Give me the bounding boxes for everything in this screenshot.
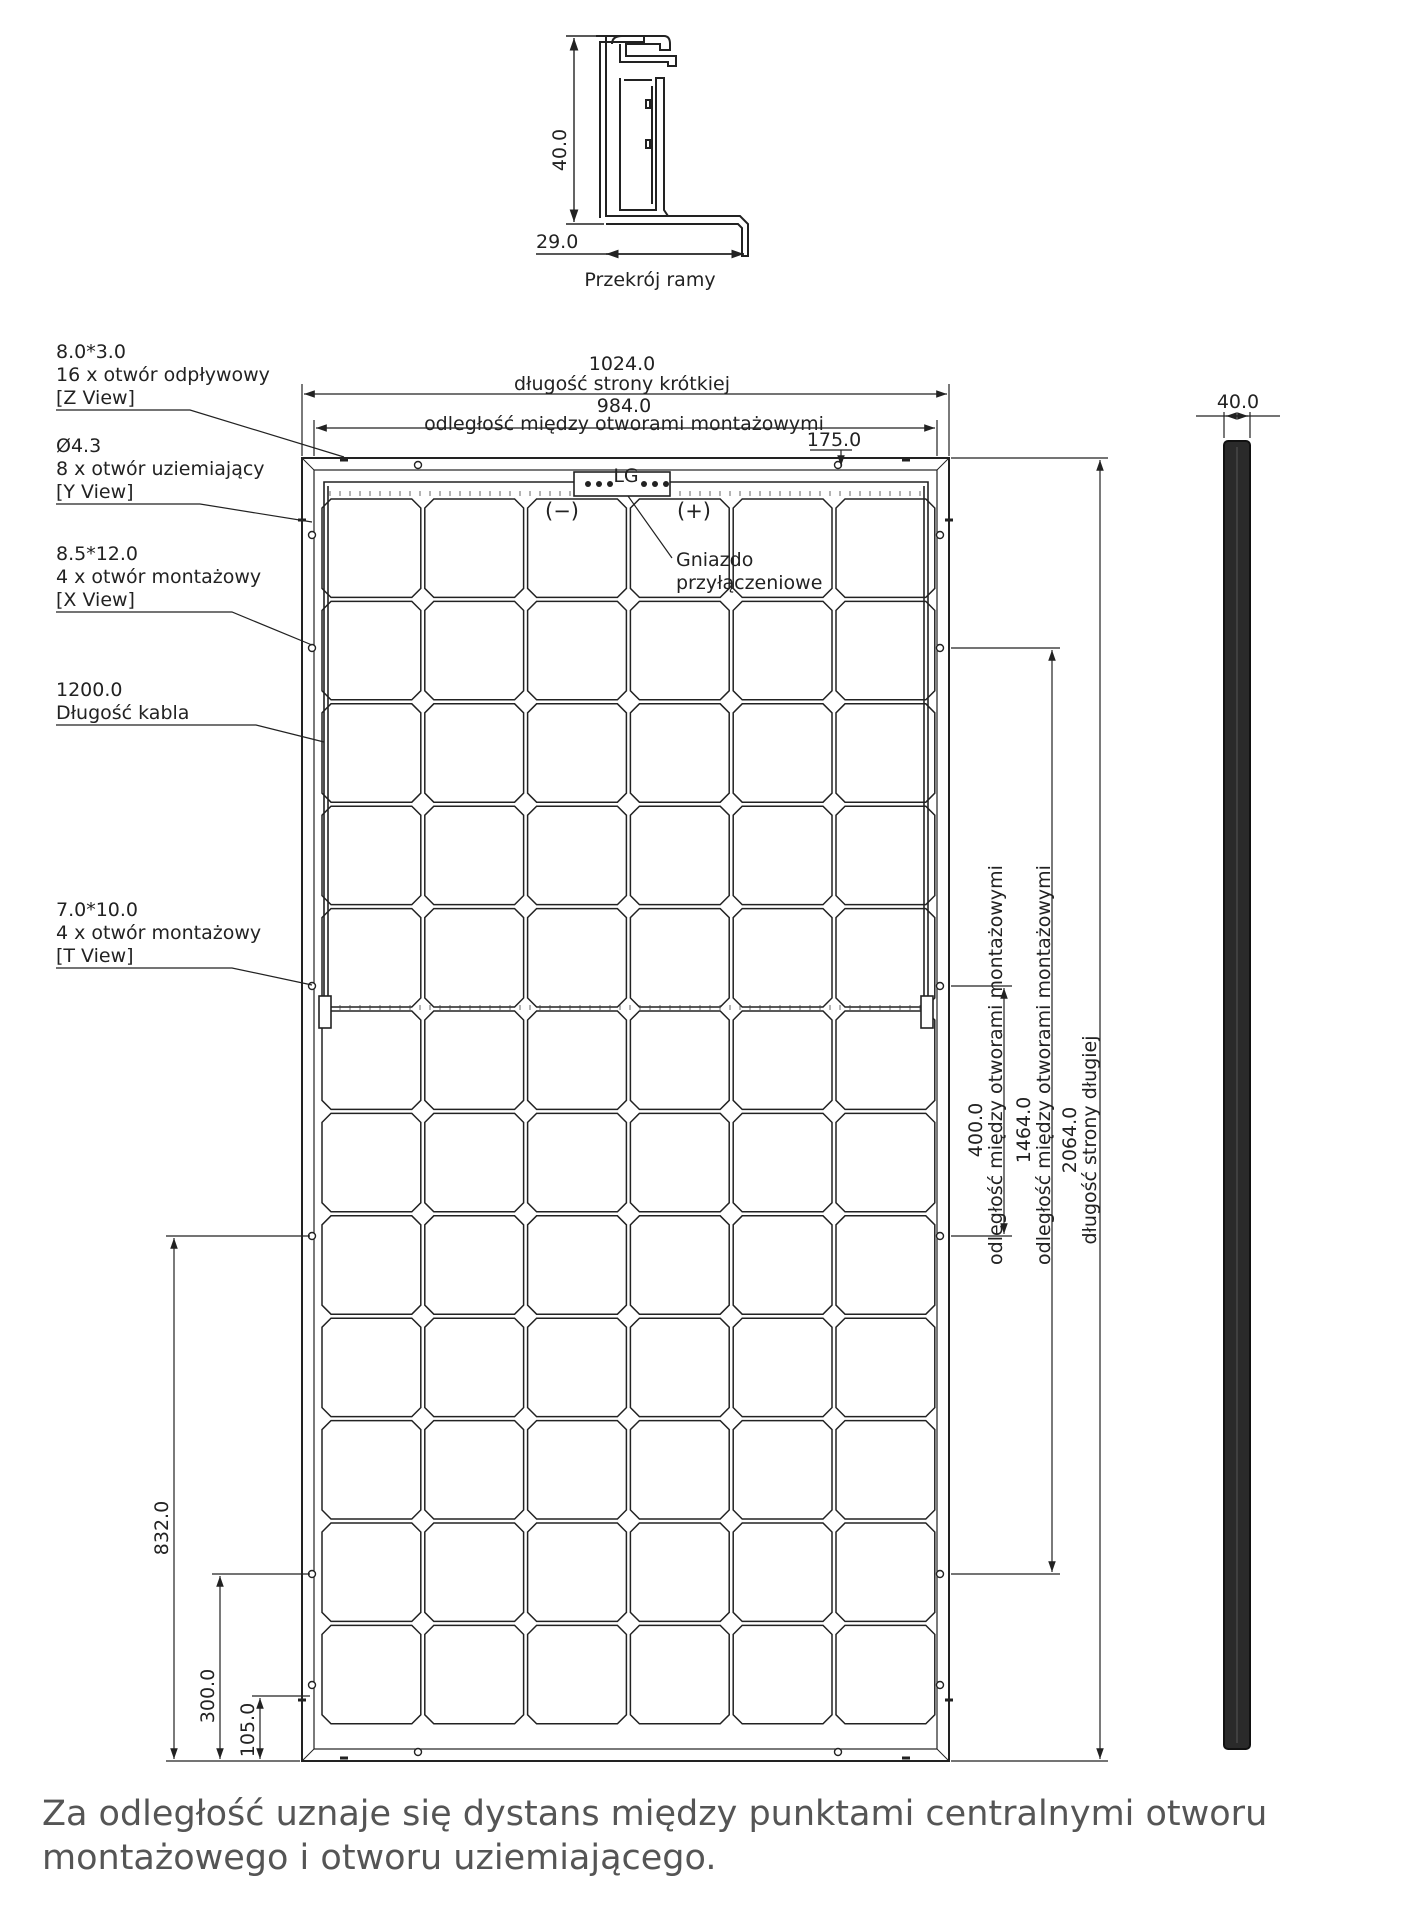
callout-cable-value: 1200.0 xyxy=(56,679,123,701)
dim-1024-value: 1024.0 xyxy=(588,353,656,375)
solar-cell xyxy=(425,499,524,597)
solar-cell xyxy=(528,1011,627,1109)
terminal xyxy=(585,481,591,487)
callout-ground-count: 8 x otwór uziemiający xyxy=(56,458,265,480)
solar-cell xyxy=(322,499,421,597)
frame-corner xyxy=(937,1749,949,1761)
solar-cell xyxy=(836,1318,935,1416)
left-dimensions xyxy=(166,1236,310,1761)
solar-cell xyxy=(630,601,729,699)
connector-right xyxy=(921,996,933,1028)
dim-1464-value: 1464.0 xyxy=(1013,1096,1035,1164)
solar-cell xyxy=(630,1113,729,1211)
solar-cell xyxy=(733,1523,832,1621)
solar-cell xyxy=(733,704,832,802)
solar-cell xyxy=(425,806,524,904)
frame-profile-detail xyxy=(646,100,650,108)
callout-drain-size: 8.0*3.0 xyxy=(56,341,126,363)
solar-cell xyxy=(425,1011,524,1109)
drain-hole xyxy=(945,1699,953,1702)
frame-section-title: Przekrój ramy xyxy=(584,269,716,291)
frame-hole xyxy=(937,983,944,990)
solar-cell xyxy=(528,1318,627,1416)
dim-175-value: 175.0 xyxy=(806,429,862,451)
frame-profile-inner xyxy=(620,78,668,216)
solar-cell xyxy=(733,1113,832,1211)
frame-width-label: 29.0 xyxy=(536,231,579,253)
dim-105-value: 105.0 xyxy=(237,1702,259,1758)
solar-cell xyxy=(630,1625,729,1723)
dim-300-value: 300.0 xyxy=(197,1668,219,1724)
solar-cell xyxy=(836,601,935,699)
frame-hole xyxy=(309,532,316,539)
solar-cell xyxy=(528,1421,627,1519)
frame-height-label: 40.0 xyxy=(549,128,571,172)
panel xyxy=(298,458,953,1761)
frame-hole xyxy=(415,462,422,469)
solar-cell xyxy=(630,909,729,1007)
solar-cell xyxy=(733,601,832,699)
frame-hole xyxy=(937,645,944,652)
frame-hole xyxy=(937,1571,944,1578)
callout-drain-view: [Z View] xyxy=(56,387,135,409)
frame-profile-detail-2 xyxy=(646,140,650,148)
callout-ground-leader xyxy=(56,504,312,522)
footnote-caption: Za odległość uznaje się dystans między punktami centralnymi otworu montażowego i otworu uziemiającego. xyxy=(42,1794,1268,1878)
terminal xyxy=(652,481,658,487)
solar-cell xyxy=(425,1113,524,1211)
solar-cell xyxy=(425,1421,524,1519)
solar-cell xyxy=(836,1625,935,1723)
drain-hole xyxy=(340,459,348,462)
frame-profile-outer xyxy=(606,36,748,256)
dim-984-value: 984.0 xyxy=(596,395,652,417)
solar-cell xyxy=(733,806,832,904)
frame-cross-section xyxy=(596,36,748,256)
frame-hole xyxy=(309,645,316,652)
solar-cell xyxy=(528,601,627,699)
dim-400-value: 400.0 xyxy=(965,1102,987,1158)
solar-cell xyxy=(322,1523,421,1621)
negative-terminal-label: (−) xyxy=(545,499,579,523)
solar-cell xyxy=(528,704,627,802)
positive-terminal-label: (+) xyxy=(677,499,711,523)
callout-mount-holes-x xyxy=(56,543,312,645)
solar-cell xyxy=(322,1113,421,1211)
solar-cell xyxy=(528,1216,627,1314)
frame-hole xyxy=(835,1749,842,1756)
cable-negative xyxy=(324,482,580,1000)
lg-logo: LG xyxy=(613,465,639,487)
solar-cell xyxy=(733,1421,832,1519)
dim-832-value: 832.0 xyxy=(151,1500,173,1556)
drain-hole xyxy=(298,1699,306,1702)
dim-1464-label: odległość między otworami montażowymi xyxy=(1033,865,1055,1265)
solar-cell xyxy=(322,909,421,1007)
dim-2064-value: 2064.0 xyxy=(1059,1106,1081,1174)
solar-cell xyxy=(733,1216,832,1314)
solar-cell xyxy=(425,1216,524,1314)
solar-cell xyxy=(836,704,935,802)
frame-hole xyxy=(937,532,944,539)
callout-mount-t-count: 4 x otwór montażowy xyxy=(56,922,262,944)
terminal xyxy=(641,481,647,487)
solar-cell xyxy=(322,806,421,904)
solar-cell xyxy=(836,499,935,597)
solar-cell xyxy=(836,1216,935,1314)
solar-cell xyxy=(322,1216,421,1314)
dim-2064-label: długość strony długiej xyxy=(1079,1035,1101,1245)
solar-cell xyxy=(630,1318,729,1416)
callout-mount-x-size: 8.5*12.0 xyxy=(56,543,139,565)
drain-hole xyxy=(340,1757,348,1760)
callout-mount-t-leader xyxy=(56,968,312,985)
solar-cell xyxy=(836,806,935,904)
callout-drain-count: 16 x otwór odpływowy xyxy=(56,364,270,386)
frame-corner xyxy=(302,458,314,470)
solar-cell xyxy=(836,1523,935,1621)
solar-cell xyxy=(425,1318,524,1416)
solar-cell xyxy=(836,909,935,1007)
junction-box xyxy=(545,465,822,594)
callouts xyxy=(56,341,344,985)
solar-cell xyxy=(733,909,832,1007)
frame-corner xyxy=(302,1749,314,1761)
drain-hole xyxy=(902,1757,910,1760)
frame-hole xyxy=(937,1682,944,1689)
solar-cell xyxy=(528,909,627,1007)
junction-label-line2: przyłączeniowe xyxy=(676,572,823,594)
terminal xyxy=(596,481,602,487)
solar-cell xyxy=(528,1625,627,1723)
solar-cell xyxy=(322,601,421,699)
callout-mount-t-size: 7.0*10.0 xyxy=(56,899,139,921)
solar-cell xyxy=(630,1011,729,1109)
terminal xyxy=(663,481,669,487)
solar-cell xyxy=(528,806,627,904)
solar-cell xyxy=(322,1625,421,1723)
dim-1024-label: długość strony krótkiej xyxy=(514,373,730,395)
solar-cell xyxy=(733,1318,832,1416)
solar-cell xyxy=(733,1011,832,1109)
solar-cell xyxy=(528,1523,627,1621)
side-thickness-value: 40.0 xyxy=(1216,391,1260,413)
solar-cell xyxy=(630,1421,729,1519)
callout-mount-x-view: [X View] xyxy=(56,589,135,611)
solar-cell xyxy=(425,704,524,802)
solar-cell xyxy=(733,1625,832,1723)
frame-hole xyxy=(309,1682,316,1689)
solar-cell xyxy=(630,704,729,802)
callout-mount-holes-t xyxy=(56,899,312,985)
callout-ground-view: [Y View] xyxy=(56,481,134,503)
junction-leader xyxy=(628,496,672,558)
solar-cell xyxy=(425,1523,524,1621)
solar-cell xyxy=(836,1011,935,1109)
solar-cell xyxy=(528,1113,627,1211)
drain-hole xyxy=(945,519,953,522)
callout-mount-x-count: 4 x otwór montażowy xyxy=(56,566,262,588)
solar-cell xyxy=(322,1421,421,1519)
solar-cell xyxy=(322,704,421,802)
solar-cell xyxy=(630,1216,729,1314)
drain-hole xyxy=(902,459,910,462)
solar-cell xyxy=(836,1421,935,1519)
callout-mount-t-view: [T View] xyxy=(56,945,134,967)
solar-cell xyxy=(322,1318,421,1416)
connector-left xyxy=(319,996,331,1028)
terminal xyxy=(607,481,613,487)
callout-cable-label: Długość kabla xyxy=(56,702,190,724)
callout-cable-leader xyxy=(56,725,324,742)
solar-cell xyxy=(425,909,524,1007)
solar-cell xyxy=(425,1625,524,1723)
callout-ground-size: Ø4.3 xyxy=(56,435,102,457)
solar-cell xyxy=(322,1011,421,1109)
junction-label-line1: Gniazdo xyxy=(676,549,754,571)
frame-corner xyxy=(937,458,949,470)
side-view xyxy=(1196,412,1280,1749)
solar-cell xyxy=(630,1523,729,1621)
cell-grid xyxy=(322,491,935,1724)
callout-ground-holes xyxy=(56,435,312,522)
callout-cable-length xyxy=(56,679,324,742)
frame-hole xyxy=(937,1233,944,1240)
solar-cell xyxy=(836,1113,935,1211)
dim-984-label: odległość między otworami montażowymi xyxy=(424,413,824,435)
solar-cell xyxy=(630,806,729,904)
dim-400-label: odległość między otworami montażowymi xyxy=(985,865,1007,1265)
frame-hole xyxy=(309,983,316,990)
solar-cell xyxy=(425,601,524,699)
frame-hole xyxy=(415,1749,422,1756)
callout-mount-x-leader xyxy=(56,612,312,645)
